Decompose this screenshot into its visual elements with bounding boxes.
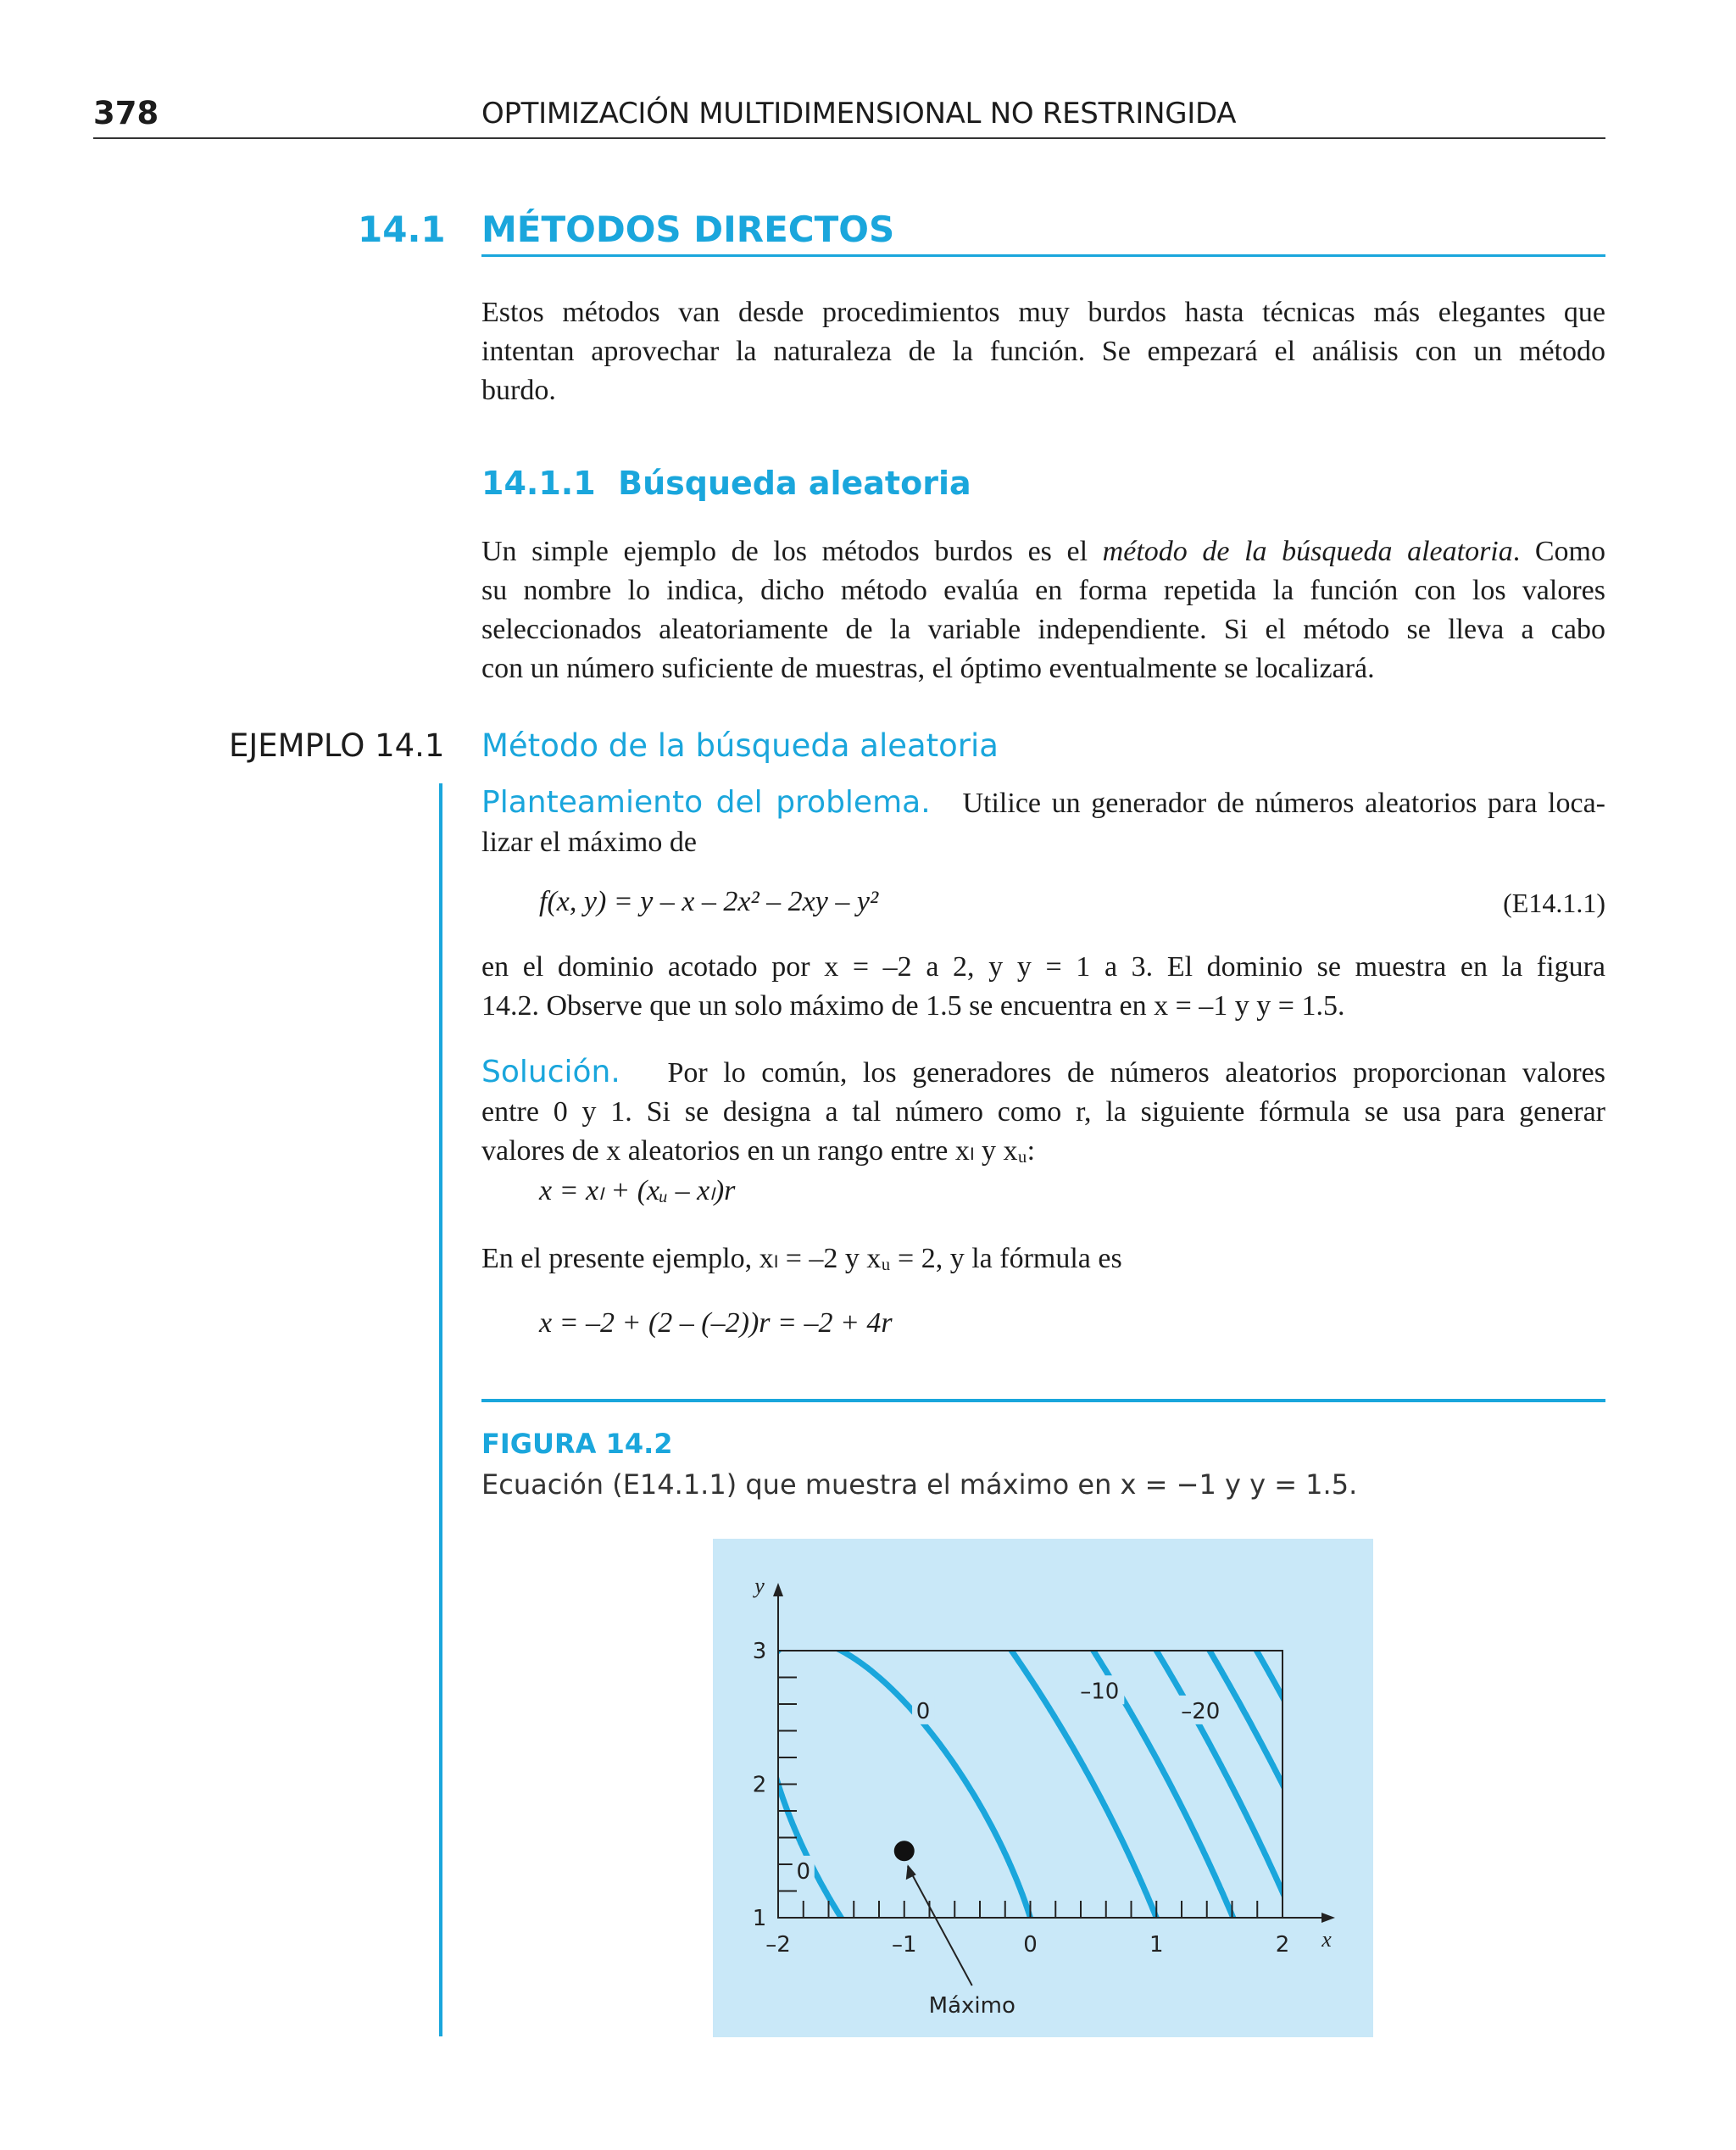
subsection-number: 14.1.1 bbox=[481, 465, 596, 502]
intro-line: burdo. bbox=[481, 375, 556, 406]
present-paragraph bbox=[481, 1239, 1605, 1278]
method-name: método de la búsqueda aleatoria bbox=[1102, 536, 1513, 567]
paragraph-line: con un número suficiente de muestras, el óptimo eventualmente se localizará. bbox=[481, 653, 1375, 684]
y-tick-label: 1 bbox=[752, 1906, 767, 1931]
figure-caption: Ecuación (E14.1.1) que muestra el máximo en x = −1 y y = 1.5. bbox=[481, 1468, 1358, 1501]
section-title: MÉTODOS DIRECTOS bbox=[481, 209, 895, 250]
contour-plot-svg bbox=[713, 1539, 1373, 2037]
solution-heading: Solución. bbox=[481, 1055, 620, 1089]
intro-line: Estos métodos van desde procedimientos muy burdos hasta técnicas más elegantes que bbox=[481, 297, 1605, 328]
equation-number: (E14.1.1) bbox=[1503, 888, 1605, 918]
maximum-point bbox=[894, 1841, 915, 1861]
text-run: Un simple ejemplo de los métodos burdos es el bbox=[481, 536, 1103, 567]
x-axis-label: x bbox=[1321, 1927, 1332, 1952]
equation: f(x, y) = y – x – 2x² – 2xy – y² bbox=[539, 886, 879, 917]
x-tick-label: 0 bbox=[1023, 1932, 1038, 1958]
random-search-paragraph bbox=[481, 532, 1605, 688]
paragraph-line bbox=[481, 783, 1605, 823]
paragraph-line: 14.2. Observe que un solo máximo de 1.5 se encuentra en x = –1 y y = 1.5. bbox=[481, 990, 1345, 1022]
paragraph-line: lizar el máximo de bbox=[481, 827, 697, 858]
y-axis-label: y bbox=[754, 1574, 765, 1598]
text-run: Utilice un generador de números aleatorios para loca- bbox=[962, 788, 1605, 819]
figure-label: FIGURA 14.2 bbox=[481, 1428, 673, 1460]
contour-plot bbox=[713, 1539, 1373, 2037]
paragraph-line: en el dominio acotado por x = –2 a 2, y y = 1 a 3. El dominio se muestra en la figura bbox=[481, 951, 1605, 983]
x-tick-label: 2 bbox=[1275, 1932, 1290, 1958]
subsection-heading bbox=[481, 465, 971, 502]
y-tick-label: 3 bbox=[752, 1639, 767, 1664]
section-rule bbox=[481, 254, 1605, 257]
header-rule bbox=[93, 137, 1605, 139]
x-tick-label: 1 bbox=[1149, 1932, 1164, 1958]
formula-present: x = –2 + (2 – (–2))r = –2 + 4r bbox=[539, 1307, 893, 1339]
subsection-title: Búsqueda aleatoria bbox=[618, 465, 971, 502]
example-title: Método de la búsqueda aleatoria bbox=[481, 727, 999, 764]
contour-label: 0 bbox=[915, 1698, 931, 1724]
contour-label: –10 bbox=[1080, 1679, 1120, 1705]
paragraph-line bbox=[481, 1053, 1605, 1093]
example-label: EJEMPLO 14.1 bbox=[229, 727, 445, 764]
paragraph-line: seleccionados aleatoriamente de la variable independiente. Si el método se lleva a cabo bbox=[481, 614, 1605, 645]
formula-random-x: x = xₗ + (xᵤ – xₗ)r bbox=[539, 1175, 736, 1206]
x-tick-label: –2 bbox=[765, 1932, 791, 1958]
section-number: 14.1 bbox=[358, 209, 446, 250]
problem-heading: Planteamiento del problema. bbox=[481, 785, 931, 820]
paragraph-line: entre 0 y 1. Si se designa a tal número como r, la siguiente fórmula se usa para generar bbox=[481, 1096, 1605, 1128]
plot-background bbox=[713, 1539, 1373, 2037]
paragraph-line: su nombre lo indica, dicho método evalúa en forma repetida la función con los valores bbox=[481, 575, 1605, 606]
paragraph-line: En el presente ejemplo, xₗ = –2 y xᵤ = 2, y la fórmula es bbox=[481, 1243, 1122, 1274]
x-tick-label: –1 bbox=[891, 1932, 917, 1958]
running-title: OPTIMIZACIÓN MULTIDIMENSIONAL NO RESTRINGIDA bbox=[481, 97, 1237, 131]
example-sidebar-rule bbox=[439, 783, 442, 2036]
paragraph-line: valores de x aleatorios en un rango entre xₗ y xᵤ: bbox=[481, 1135, 1036, 1167]
figure-rule bbox=[481, 1399, 1605, 1402]
contour-label: 0 bbox=[796, 1858, 811, 1885]
maximum-label: Máximo bbox=[928, 1993, 1015, 2019]
page-number: 378 bbox=[93, 95, 159, 131]
text-run: . Como bbox=[1512, 536, 1605, 567]
intro-paragraph bbox=[481, 293, 1605, 410]
text-run: Por lo común, los generadores de números aleatorios proporcionan valores bbox=[667, 1057, 1606, 1089]
problem-paragraph bbox=[481, 783, 1605, 862]
intro-line: intentan aprovechar la naturaleza de la función. Se empezará el análisis con un método bbox=[481, 336, 1605, 367]
contour-label: –20 bbox=[1181, 1698, 1221, 1724]
domain-paragraph bbox=[481, 948, 1605, 1026]
paragraph-line bbox=[481, 532, 1605, 571]
y-tick-label: 2 bbox=[752, 1772, 767, 1798]
solution-paragraph bbox=[481, 1053, 1605, 1171]
